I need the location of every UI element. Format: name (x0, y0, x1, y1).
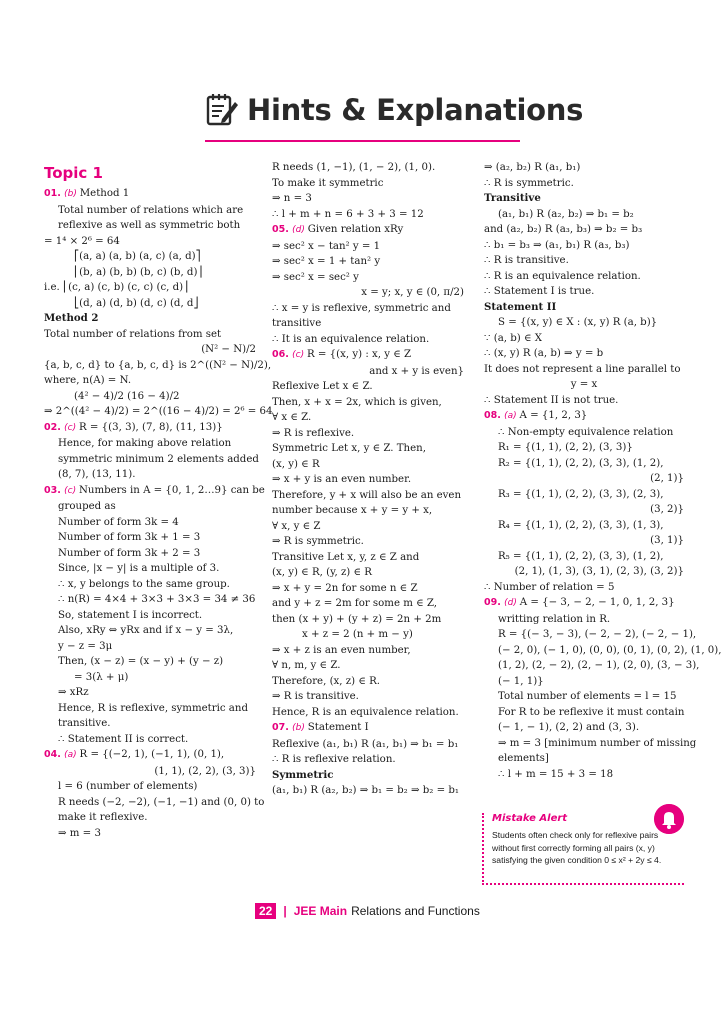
text-line: (2, 1), (1, 3), (3, 1), (2, 3), (3, 2)} (514, 566, 684, 577)
text-line: elements] (498, 753, 549, 764)
question-line (44, 186, 256, 203)
text-line: (− 2, 0), (− 1, 0), (0, 0), (0, 1), (0, 2), (1, 0), (498, 644, 722, 656)
text-line: R₃ = {(1, 1), (2, 2), (3, 3), (2, 3), (498, 488, 664, 500)
answer-option: (c) (292, 350, 307, 360)
book-name: JEE Main (293, 904, 348, 918)
text-line: l = 6 (number of elements) (58, 781, 198, 792)
text-line: Transitive Let x, y, z ∈ Z and (272, 551, 420, 563)
text-line: ⇒ sec² x = 1 + tan² y (272, 256, 381, 267)
text-line: Method 2 (44, 312, 99, 324)
text-line: R = {(− 3, − 3), (− 2, − 2), (− 2, − 1), (498, 629, 697, 640)
text-line: Statement II (484, 300, 557, 313)
text-line: ⎢(b, a) (b, b) (b, c) (b, d)⎥ (74, 266, 203, 278)
text-line: ∴ l + m + n = 6 + 3 + 3 = 12 (272, 208, 424, 220)
text-line: grouped as (58, 501, 116, 512)
text-line: ⇒ 2^((4² − 4)/2) = 2^((16 − 4)/2) = 2⁶ = 64 (44, 406, 273, 417)
text-line: Therefore, (x, z) ∈ R. (272, 675, 381, 687)
text-line: (a₁, b₁) R (a₂, b₂) ⇒ b₁ = b₂ ⇒ b₂ = b₁ (272, 785, 459, 796)
text-line: (x, y) ∈ R, (y, z) ∈ R (272, 567, 372, 578)
page-number: 22 (255, 903, 276, 919)
text-line: where, n(A) = N. (44, 375, 132, 386)
text-line: = 3(λ + μ) (74, 671, 129, 683)
question-text: R = {(x, y) : x, y ∈ Z (306, 349, 412, 360)
text-line: ⇒ x + z is an even number, (272, 644, 411, 656)
text-line: ⇒ xRz (58, 687, 89, 698)
text-line: ∴ Statement I is true. (484, 286, 595, 297)
text-line: So, statement I is incorrect. (58, 609, 203, 621)
text-line: (2, 1)} (650, 473, 684, 484)
text-line: For R to be reflexive it must contain (498, 706, 685, 718)
text-line: ∴ Number of relation = 5 (484, 581, 615, 593)
answer-option: (c) (64, 422, 79, 433)
text-line: ⇒ R is transitive. (272, 691, 359, 702)
text-line: and x + y is even} (369, 365, 464, 377)
mistake-alert-line: satisfying the given condition 0 ≤ x² + 2y ≤ 4. (492, 855, 662, 865)
text-line: make it reflexive. (58, 812, 148, 823)
text-line: R₄ = {(1, 1), (2, 2), (3, 3), (1, 3), (498, 519, 664, 531)
mistake-alert-title: Mistake Alert (492, 813, 568, 824)
mistake-alert-text (492, 829, 662, 867)
question-number: 06. (272, 349, 293, 360)
question-number: 08. (484, 410, 505, 421)
text-line: R needs (1, −1), (1, − 2), (1, 0). (272, 162, 436, 173)
text-line: Total number of relations from set (44, 328, 222, 340)
text-line: To make it symmetric (272, 177, 384, 189)
text-line: ∴ Non-empty equivalence relation (498, 426, 674, 438)
text-line: Transitive (484, 192, 541, 204)
text-line: Reflexive Let x ∈ Z. (272, 381, 373, 392)
text-line: ∴ R is reflexive relation. (272, 754, 396, 765)
text-line: (a₁, b₁) R (a₂, b₂) ⇒ b₁ = b₂ (498, 208, 634, 220)
text-line: x + z = 2 (n + m − y) (302, 629, 413, 640)
text-line: (1, 1), (2, 2), (3, 3)} (154, 765, 256, 777)
text-line: ⎡(a, a) (a, b) (a, c) (a, d)⎤ (74, 251, 201, 262)
text-line: y = x (570, 379, 598, 390)
question-line (44, 420, 256, 437)
answer-option: (c) (64, 485, 79, 496)
question-number: 05. (272, 224, 293, 235)
text-line: reflexive as well as symmetric both (58, 220, 241, 231)
text-line: and y + z = 2m for some m ∈ Z, (272, 598, 438, 609)
text-line: ⇒ x + y = 2n for some n ∈ Z (272, 582, 418, 594)
question-text: A = {1, 2, 3} (519, 410, 588, 421)
text-line: (− 1, 1)} (498, 675, 544, 687)
text-line: Total number of relations which are (58, 204, 244, 216)
page-title: Hints & Explanations (247, 93, 584, 127)
text-line: transitive. (58, 718, 111, 729)
text-line: Then, (x − z) = (x − y) + (y − z) (58, 656, 224, 667)
answer-option: (b) (64, 189, 80, 199)
question-line (272, 347, 464, 364)
text-line: transitive (272, 318, 322, 329)
text-line: (8, 7), (13, 11). (58, 469, 136, 480)
text-line: ⇒ x + y is an even number. (272, 474, 412, 485)
text-line: Hence, for making above relation (58, 438, 232, 449)
title-underline (205, 140, 520, 142)
text-line: ⇒ R is reflexive. (272, 427, 355, 439)
text-line: ⇒ m = 3 (58, 827, 101, 839)
text-line: Hence, R is reflexive, symmetric and (58, 702, 248, 714)
text-line: Number of form 3k + 2 = 3 (58, 547, 201, 559)
text-line: x = y; x, y ∈ (0, π/2) (361, 287, 464, 298)
text-line: ⎣(d, a) (d, b) (d, c) (d, d⎦ (74, 297, 199, 309)
text-line: Number of form 3k = 4 (58, 516, 179, 528)
text-line: ∴ R is symmetric. (484, 177, 574, 189)
question-number: 07. (272, 722, 293, 733)
text-line: (3, 2)} (650, 504, 684, 515)
text-line: ∴ x, y belongs to the same group. (58, 578, 230, 590)
page-footer (255, 903, 480, 919)
chapter-name: Relations and Functions (351, 904, 480, 918)
answer-option: (a) (64, 750, 80, 760)
question-text: R = {(−2, 1), (−1, 1), (0, 1), (79, 749, 225, 760)
text-line: (4² − 4)/2 (16 − 4)/2 (74, 390, 180, 402)
question-line (272, 720, 464, 737)
text-line: ∴ R is transitive. (484, 255, 569, 266)
text-line: ∀ x ∈ Z. (272, 412, 312, 423)
mistake-alert (482, 813, 684, 885)
text-line: ∴ (x, y) R (a, b) ⇒ y = b (484, 348, 604, 359)
text-line: (N² − N)/2 (201, 344, 256, 355)
text-line: ∴ n(R) = 4×4 + 3×3 + 3×3 = 34 ≠ 36 (58, 594, 256, 605)
text-line: ⇒ n = 3 (272, 193, 312, 204)
text-line: Since, |x − y| is a multiple of 3. (58, 563, 220, 574)
question-text: Method 1 (79, 188, 130, 199)
text-line: R₂ = {(1, 1), (2, 2), (3, 3), (1, 2), (498, 457, 664, 469)
answer-option: (b) (292, 723, 308, 733)
text-line: ∴ x = y is reflexive, symmetric and (272, 302, 451, 314)
question-text: Given relation xRy (307, 224, 404, 235)
text-line: Then, x + x = 2x, which is given, (272, 396, 442, 408)
text-line: symmetric minimum 2 elements added (58, 453, 259, 465)
question-line (44, 747, 256, 764)
column-1 (44, 160, 273, 841)
text-line: then (x + y) + (y + z) = 2n + 2m (272, 613, 442, 625)
topic-heading: Topic 1 (44, 164, 103, 182)
text-line: R₁ = {(1, 1), (2, 2), (3, 3)} (498, 442, 633, 453)
text-line: (− 1, − 1), (2, 2) and (3, 3). (498, 722, 640, 733)
text-line: (x, y) ∈ R (272, 458, 320, 470)
text-line: ⇒ R is symmetric. (272, 536, 364, 547)
text-line: ⇒ sec² x = sec² y (272, 271, 359, 283)
answer-option: (d) (292, 225, 308, 235)
text-line: Number of form 3k + 1 = 3 (58, 532, 201, 543)
text-line: ∴ b₁ = b₃ ⇒ (a₁, b₁) R (a₃, b₃) (484, 239, 630, 251)
text-line: ∴ Statement II is correct. (58, 733, 189, 745)
text-line: = 1⁴ × 2⁶ = 64 (44, 235, 120, 247)
column-3 (484, 160, 722, 782)
text-line: ∴ It is an equivalence relation. (272, 333, 430, 345)
question-number: 04. (44, 749, 65, 760)
text-line: ∀ n, m, y ∈ Z. (272, 660, 341, 671)
text-line: ⇒ (a₂, b₂) R (a₁, b₁) (484, 162, 581, 173)
column-2 (272, 160, 464, 799)
text-line: R needs (−2, −2), (−1, −1) and (0, 0) to (58, 796, 265, 808)
text-line: writting relation in R. (498, 613, 611, 625)
text-line: Hence, R is an equivalence relation. (272, 706, 459, 718)
text-line: y − z = 3μ (58, 640, 113, 652)
text-line: Therefore, y + x will also be an even (272, 489, 462, 501)
text-line: (3, 1)} (650, 535, 684, 546)
text-line: ⇒ sec² x − tan² y = 1 (272, 240, 381, 252)
question-line (272, 222, 464, 239)
question-line (44, 483, 265, 500)
text-line: i.e. ⎢(c, a) (c, b) (c, c) (c, d)⎥ (44, 282, 189, 293)
text-line: ⇒ m = 3 [minimum number of missing (498, 737, 697, 749)
answer-option: (a) (504, 411, 520, 421)
question-text: Statement I (307, 722, 369, 733)
text-line: and (a₂, b₂) R (a₃, b₃) ⇒ b₂ = b₃ (484, 224, 643, 235)
question-number: 01. (44, 188, 65, 199)
footer-separator: | (283, 904, 287, 918)
text-line: R₅ = {(1, 1), (2, 2), (3, 3), (1, 2), (498, 550, 664, 562)
question-line (484, 595, 684, 612)
text-line: ∴ l + m = 15 + 3 = 18 (498, 768, 614, 780)
text-line: (1, 2), (2, − 2), (2, − 1), (2, 0), (3, − 3), (498, 660, 700, 671)
question-number: 02. (44, 421, 65, 433)
text-line: number because x + y = y + x, (272, 505, 433, 516)
question-text: R = {(3, 3), (7, 8), (11, 13)} (78, 421, 223, 433)
text-line: ∴ Statement II is not true. (484, 394, 619, 406)
text-line: S = {(x, y) ∈ X : (x, y) R (a, b)} (498, 317, 658, 328)
text-line: Symmetric Let x, y ∈ Z. Then, (272, 443, 426, 454)
text-line: Symmetric (272, 768, 334, 781)
text-line: Total number of elements = l = 15 (498, 691, 677, 702)
page-header (0, 92, 724, 148)
text-line: ∵ (a, b) ∈ X (484, 332, 543, 344)
question-number: 03. (44, 484, 65, 496)
question-text: Numbers in A = {0, 1, 2…9} can be (78, 484, 265, 496)
text-line: ∀ x, y ∈ Z (272, 520, 321, 532)
question-number: 09. (484, 597, 505, 608)
notepad-pencil-icon (205, 92, 239, 128)
answer-option: (d) (504, 598, 520, 608)
text-line: It does not represent a line parallel to (484, 363, 681, 375)
mistake-alert-line: Students often check only for reflexive pairs (492, 830, 659, 840)
text-line: ∴ R is an equivalence relation. (484, 270, 641, 282)
bell-icon (654, 804, 684, 834)
text-line: Reflexive (a₁, b₁) R (a₁, b₁) ⇒ b₁ = b₁ (272, 738, 459, 750)
text-line: Also, xRy ⇔ yRx and if x − y = 3λ, (58, 625, 234, 636)
question-text: A = {− 3, − 2, − 1, 0, 1, 2, 3} (519, 597, 675, 608)
text-line: {a, b, c, d} to {a, b, c, d} is 2^((N² − N)/2), (44, 359, 272, 371)
mistake-alert-line: without first correctly forming all pairs (x, y) (492, 842, 655, 853)
question-line (484, 408, 684, 425)
